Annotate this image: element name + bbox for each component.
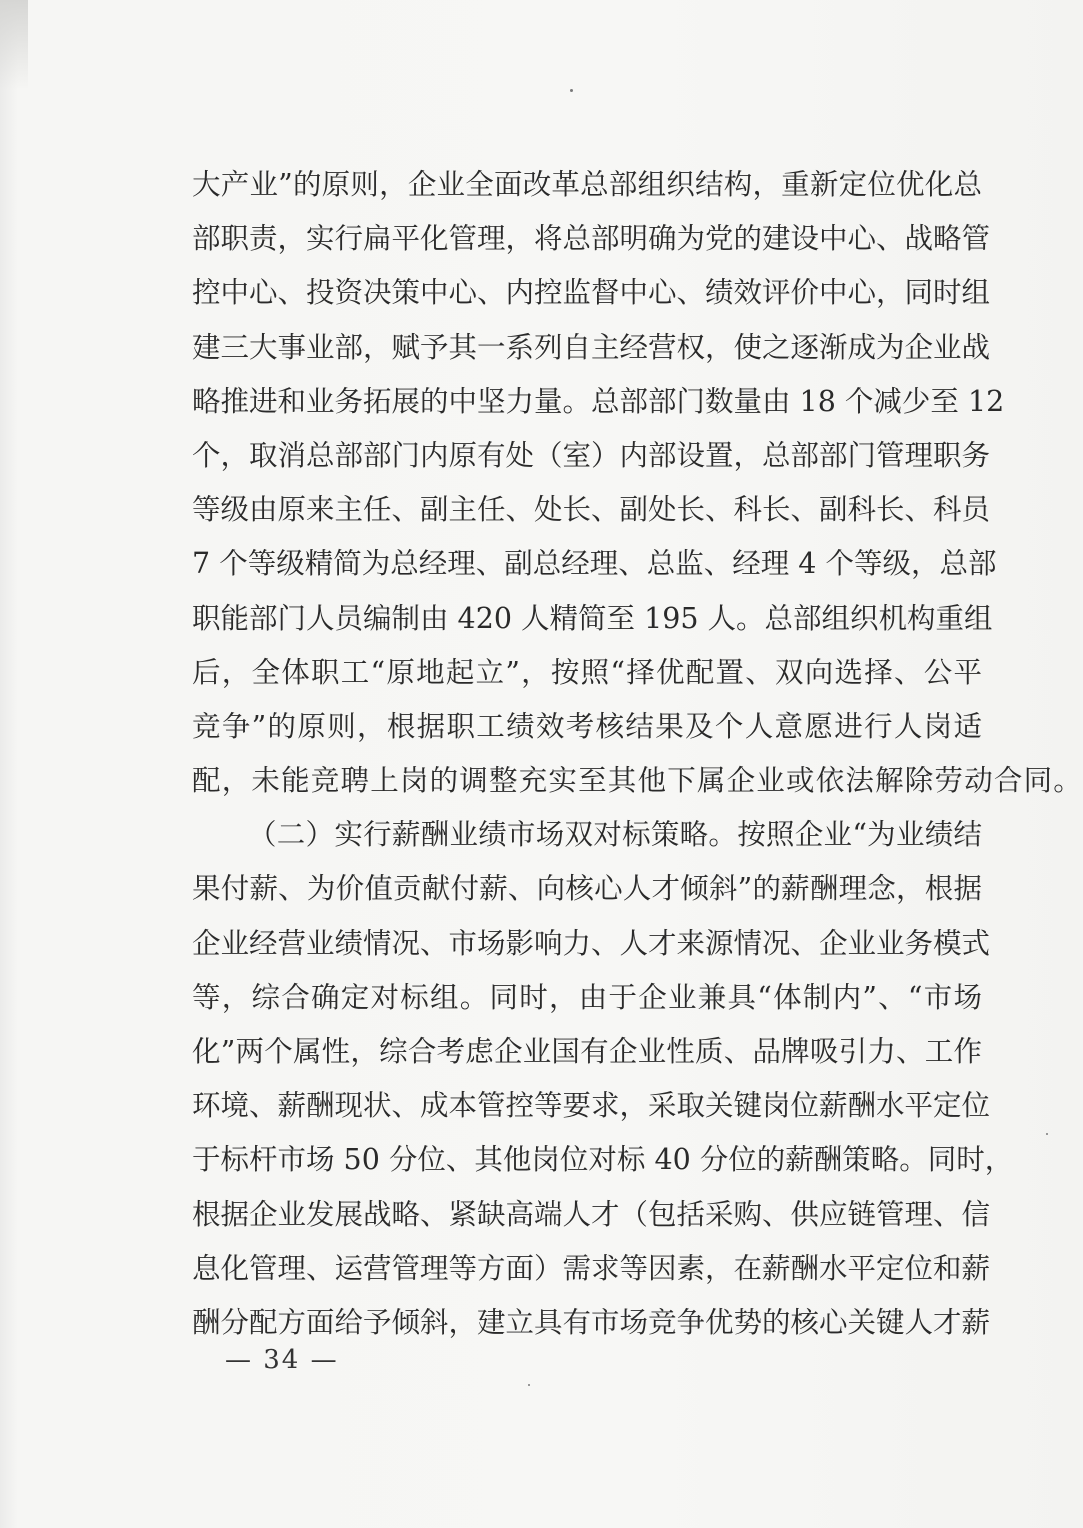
text-line: 环境、薪酬现状、成本管控等要求，采取关键岗位薪酬水平定位 [192,1089,991,1123]
text-line: 息化管理、运营管理等方面）需求等因素，在薪酬水平定位和薪 [192,1251,991,1285]
text-line: 化”两个属性，综合考虑企业国有企业性质、品牌吸引力、工作 [192,1035,982,1068]
text-line: 竞争”的原则，根据职工绩效考核结果及个人意愿进行人岗适 [192,709,982,743]
text-line: 控中心、投资决策中心、内控监督中心、绩效评价中心，同时组 [192,276,991,310]
text-line: 企业经营业绩情况、市场影响力、人才来源情况、企业业务模式 [192,926,991,960]
scan-speck [1046,1133,1048,1135]
scan-speck [528,1384,530,1386]
text-line: 果付薪、为价值贡献付薪、向核心人才倾斜”的薪酬理念，根据 [192,872,982,906]
text-line: 后，全体职工“原地起立”，按照“择优配置、双向选择、公平 [192,655,982,689]
page-number: — 34 — [225,1345,339,1375]
text-line: 于标杆市场 50 分位、其他岗位对标 40 分位的薪酬策略。同时， [192,1143,1014,1177]
text-line: 酬分配方面给予倾斜，建立具有市场竞争优势的核心关键人才薪 [192,1305,991,1339]
text-line: 大产业”的原则，企业全面改革总部组织结构，重新定位优化总 [192,168,982,201]
paragraph-end-line: 配，未能竞聘上岗的调整充实至其他下属企业或依法解除劳动合同。 [192,764,1083,798]
section-heading-line: （二）实行薪酬业绩市场双对标策略。按照企业“为业绩结 [248,818,982,852]
text-line: 等级由原来主任、副主任、处长、副处长、科长、副科长、科员 [192,493,991,527]
text-line: 7 个等级精简为总经理、副总经理、总监、经理 4 个等级，总部 [192,547,997,581]
scan-edge-shadow [0,0,28,90]
scan-speck [570,89,573,92]
text-line: 等，综合确定对标组。同时，由于企业兼具“体制内”、“市场 [192,980,982,1014]
text-line: 部职责，实行扁平化管理，将总部明确为党的建设中心、战略管 [192,222,991,256]
text-line: 职能部门人员编制由 420 人精简至 195 人。总部组织机构重组 [192,601,993,635]
text-line: 根据企业发展战略、紧缺高端人才（包括采购、供应链管理、信 [192,1197,991,1231]
text-line: 建三大事业部，赋予其一系列自主经营权，使之逐渐成为企业战 [192,330,991,364]
text-line: 略推进和业务拓展的中坚力量。总部部门数量由 18 个减少至 12 [192,384,1005,418]
text-line: 个，取消总部部门内原有处（室）内部设置，总部部门管理职务 [192,438,991,472]
body-text [192,158,1083,1350]
